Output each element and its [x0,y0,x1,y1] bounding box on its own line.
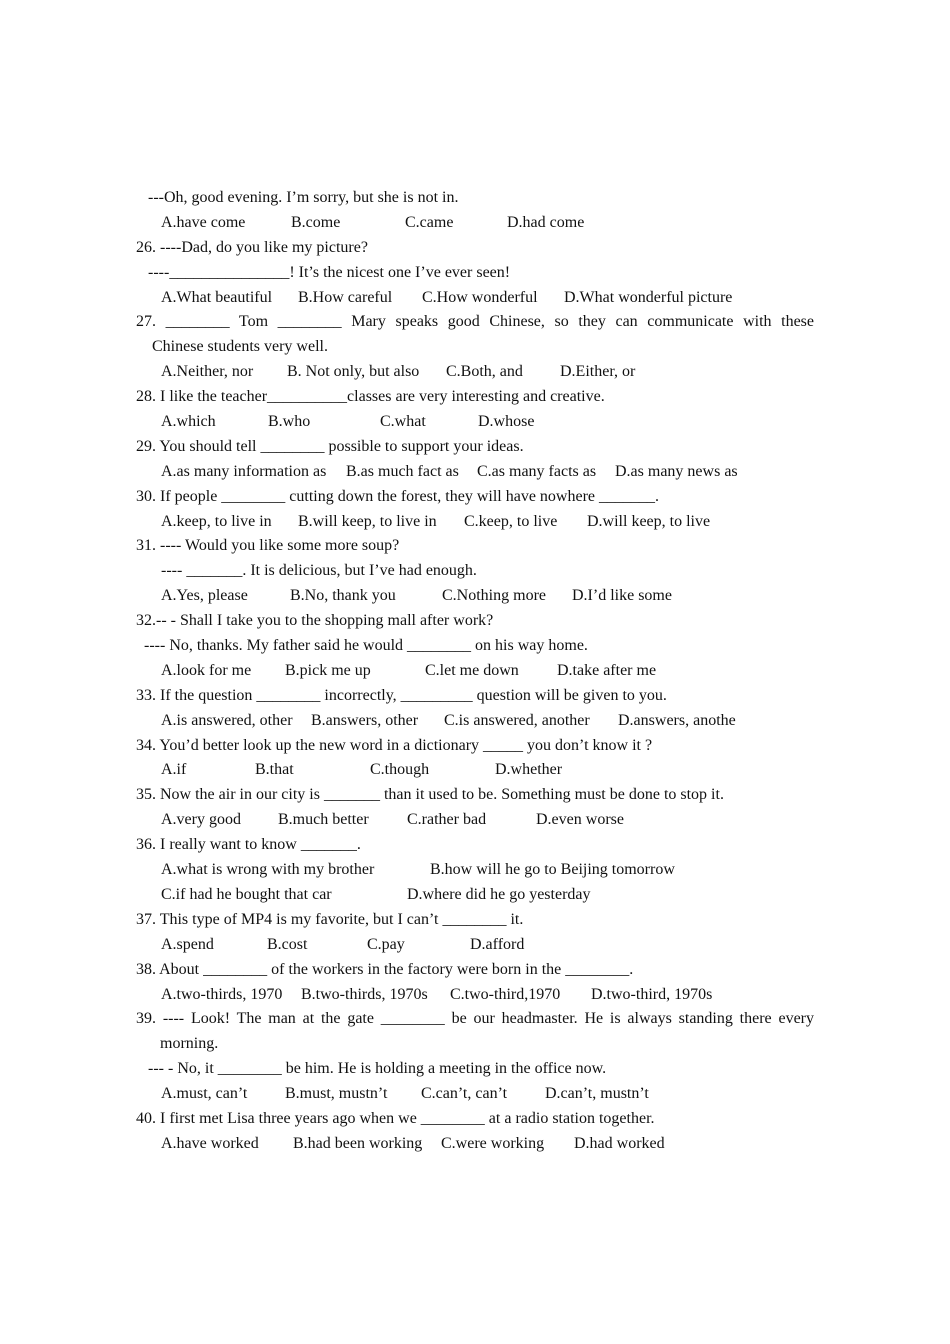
options-30 [136,510,814,535]
option-c: C.How wonderful [422,288,538,306]
options-29 [136,460,814,485]
option-a: A.Yes, please [161,587,248,605]
options-37 [136,933,814,958]
options-34 [136,758,814,783]
question-32: 32.-- - Shall I take you to the shopping mall after work? [136,612,494,630]
option-b: B.come [291,213,341,231]
option-b: B.must, mustn’t [285,1085,388,1103]
option-d: D.two-third, 1970s [591,985,713,1003]
option-c: C.keep, to live [464,512,558,530]
question-26: 26. ----Dad, do you like my picture? [136,238,368,256]
options-38 [136,983,814,1008]
option-c: C.though [370,761,430,779]
question-35: 35. Now the air in our city is _______ than it used to be. Something must be done to stop it. [136,786,724,804]
option-d: D.afford [470,935,525,953]
option-a: A.keep, to live in [161,512,272,530]
option-c: C.let me down [425,661,519,679]
option-d: D.whose [478,413,535,431]
option-d: D.What wonderful picture [564,288,733,306]
option-b: B.two-thirds, 1970s [301,985,428,1003]
option-d: D.take after me [557,661,657,679]
options-35 [136,808,814,833]
question-34: 34. You’d better look up the new word in a dictionary _____ you don’t know it ? [136,736,653,754]
option-a: A.if [161,761,187,779]
option-c: C.can’t, can’t [421,1085,508,1103]
option-a: A.Neither, nor [161,363,254,381]
question-39: 39. ---- Look! The man at the gate ________ be our headmaster. He is always standing there every [136,1010,814,1028]
question-39-cont: morning. [160,1035,219,1053]
option-b: B.as much fact as [346,462,459,480]
option-d: D.will keep, to live [587,512,711,530]
option-a: A.is answered, other [161,711,293,729]
option-c: C.two-third,1970 [450,985,561,1003]
options-28 [136,410,814,435]
option-c: C.is answered, another [444,711,590,729]
options-40 [136,1132,814,1157]
question-27: 27. ________ Tom ________ Mary speaks good Chinese, so they can communicate with these [136,313,814,331]
option-a: A.have worked [161,1134,259,1152]
question-37: 37. This type of MP4 is my favorite, but I can’t ________ it. [136,910,524,928]
option-d: D.I’d like some [572,587,672,605]
option-b: B.cost [267,935,308,953]
option-a: A.as many information as [161,462,327,480]
option-d: D.even worse [536,811,624,829]
question-list [136,186,814,1157]
question-40: 40. I first met Lisa three years ago when we ________ at a radio station together. [136,1109,655,1127]
options-32 [136,659,814,684]
option-d: D.where did he go yesterday [407,885,591,903]
options-36-ab [136,858,814,883]
option-a: A.look for me [161,661,252,679]
option-b: B.had been working [293,1134,423,1152]
question-33: 33. If the question ________ incorrectly, _________ question will be given to you. [136,686,667,704]
option-b: B.that [255,761,294,779]
question-38: 38. About ________ of the workers in the factory were born in the ________. [136,960,634,978]
question-27-cont: Chinese students very well. [152,338,328,356]
option-a: A.two-thirds, 1970 [161,985,283,1003]
options-31 [136,584,814,609]
option-d: D.can’t, mustn’t [545,1085,649,1103]
option-c: C.Both, and [446,363,523,381]
question-36: 36. I really want to know _______. [136,836,361,854]
answer-line-26: ----_______________! It’s the nicest one I’ve ever seen! [148,263,511,281]
option-b: B.how will he go to Beijing tomorrow [430,861,675,879]
option-c: C.pay [367,935,405,953]
options-27 [136,360,814,385]
option-d: D.had come [507,213,585,231]
option-a: A.What beautiful [161,288,273,306]
option-a: A.must, can’t [161,1085,248,1103]
answer-line-31: ---- _______. It is delicious, but I’ve had enough. [161,562,477,580]
answer-line-32: ---- No, thanks. My father said he would ________ on his way home. [144,637,588,655]
option-a: A.what is wrong with my brother [161,861,375,879]
options-26 [136,286,814,311]
option-b: B.much better [278,811,369,829]
option-c: C.rather bad [407,811,487,829]
options-25 [136,211,814,236]
question-28: 28. I like the teacher__________classes are very interesting and creative. [136,388,605,406]
option-c: C.what [380,413,426,431]
options-33 [136,709,814,734]
option-d: D.whether [495,761,563,779]
option-c: C.Nothing more [442,587,546,605]
option-b: B.answers, other [311,711,419,729]
option-b: B.who [268,413,311,431]
options-39 [136,1082,814,1107]
question-30: 30. If people ________ cutting down the forest, they will have nowhere _______. [136,487,659,505]
option-b: B.will keep, to live in [298,512,437,530]
option-d: D.answers, anothe [618,711,736,729]
option-b: B.No, thank you [290,587,396,605]
option-d: D.as many news as [615,462,738,480]
option-c: C.if had he bought that car [161,885,332,903]
option-a: A.very good [161,811,241,829]
answer-line-39: --- - No, it ________ be him. He is holding a meeting in the office now. [148,1060,607,1078]
options-36-cd [136,883,814,908]
question-31: 31. ---- Would you like some more soup? [136,537,400,555]
option-a: A.have come [161,213,246,231]
answer-line-25: ---Oh, good evening. I’m sorry, but she is not in. [148,189,459,206]
option-d: D.had worked [574,1134,665,1152]
question-29: 29. You should tell ________ possible to support your ideas. [136,437,524,455]
option-c: C.were working [441,1134,545,1152]
option-b: B.How careful [298,288,393,306]
option-c: C.as many facts as [477,462,597,480]
option-c: C.came [405,213,454,231]
option-b: B.pick me up [285,661,371,679]
option-a: A.spend [161,935,214,953]
option-a: A.which [161,413,216,431]
option-b: B. Not only, but also [287,363,420,381]
option-d: D.Either, or [560,363,636,381]
